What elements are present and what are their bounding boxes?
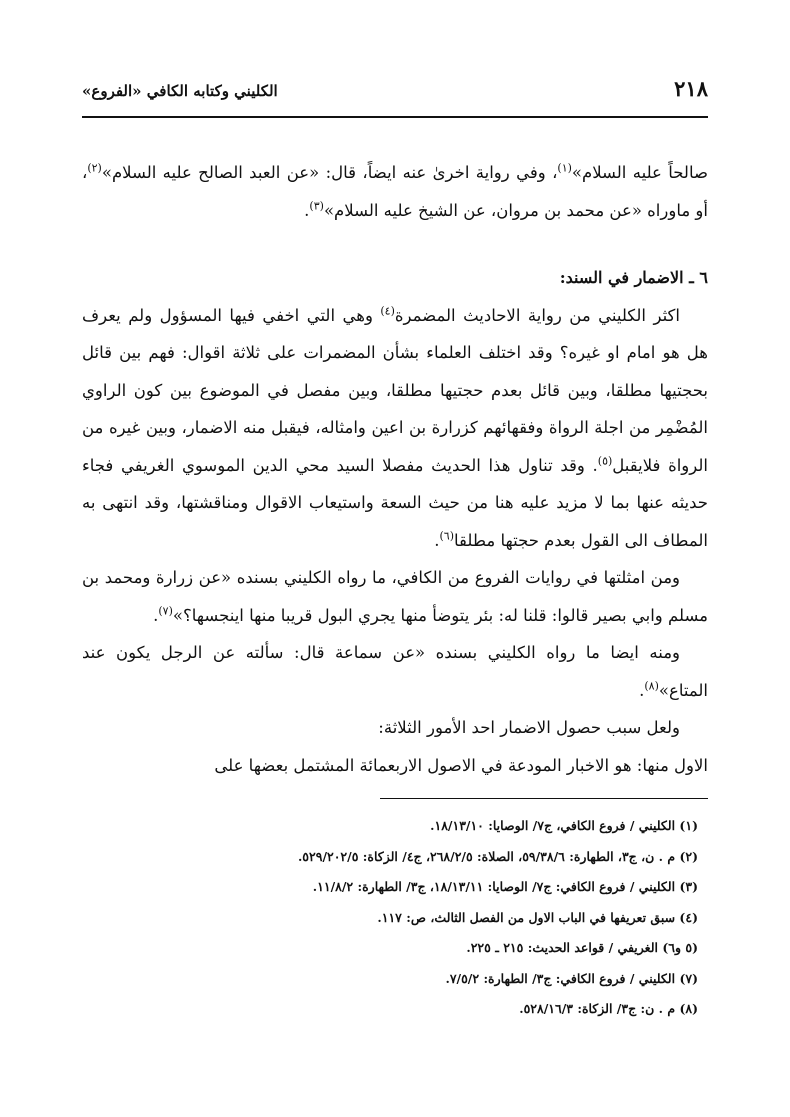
footnote-ref: (١) [557,161,572,175]
footnote-ref: (٣) [309,199,324,212]
footnote-ref: (٤) [380,304,395,317]
page-number: ٢١٨ [674,76,708,101]
paragraph-text: ومنه ايضا ما رواه الكليني بسنده «عن سماعة قال: سألته عن الرجل يكون عند المتاع» [82,643,708,700]
paragraph-example-1 [82,559,708,634]
paragraph-reasons: ولعل سبب حصول الاضمار احد الأمور الثلاثة: [378,718,680,737]
paragraph-text: . وقد تناول هذا الحديث مفصلا السيد محي الدين الموسوي الغريفي فجاء حديثه عنها بما لا مزيد عليه هنا من حيث السعة واستيعاب الاقوال ومناقشتها، وقد انتهى به المطاف الى القول بعدم حجتها مطلقا [82,455,708,550]
footnote-item: (٢) م . ن، ج٣، الطهارة: ٥٩/٣٨/٦، الصلاة: ٢٦٨/٢/٥، ج٤/ الزكاة: ٥٢٩/٢٠٢/٥. [297,848,698,864]
footnote-ref: (٢) [87,161,102,175]
paragraph-text: . [639,680,645,700]
page-body [82,154,708,784]
footnote-item: (٣) الكليني / فروع الكافي: ج٧/ الوصايا: ١٨/١٣/١١، ج٣/ الطهارة: ١١/٨/٢. [312,879,698,894]
intro-text-4: . [304,200,310,220]
footnote-ref: (٧) [158,604,173,617]
intro-text-3: ، أو ماوراه «عن محمد بن مروان، عن الشيخ عليه السلام» [82,163,708,220]
footnote-rule [380,798,708,799]
footnote-item: (٨) م . ن: ج٣/ الزكاة: ٥٢٨/١٦/٣. [519,1001,698,1016]
section-heading: ٦ ـ الاضمار في السند: [559,268,708,287]
footnote-item: (٥ و٦) الغريفي / قواعد الحديث: ٢١٥ ـ ٢٢٥. [466,940,698,955]
footnote-ref: (٦) [439,529,455,542]
paragraph-text: . [434,530,440,550]
book-page [82,76,708,1025]
paragraph-example-2 [82,634,708,709]
running-title: الكليني وكتابه الكافي «الفروع» [82,82,278,100]
footnote-ref: (٨) [644,679,659,692]
footnote-item: (٤) سبق تعريفها في الباب الاول من الفصل الثالث، ص: ١١٧. [377,909,698,925]
paragraph-text: ومن امثلتها في روايات الفروع من الكافي، ما رواه الكليني بسنده «عن زرارة ومحمد بن مسلم وابي بصير قالوا: قلنا له: بئر يتوضأ منها يجري البول قريبا منها اينجسها؟» [82,568,708,625]
paragraph-text: وهي التي اخفي فيها المسؤول ولم يعرف هل هو امام او غيره؟ وقد اختلف العلماء بشأن المضمرات على ثلاثة اقوال: فهم بين قائل بحجتيها مطلقا، وبين قائل بعدم حجتيها مطلقا، وبين مفصل في الموضوع بين كون الراوي المُضْمِر من اجلة الرواة وفقهائهم كزرارة بن اعين وامثاله، فيقبل منه الاضمار، وبين غيره من الرواة فلايقبل [82,305,708,475]
intro-text-2: ، وفي رواية اخرىٰ عنه ايضاً، قال: «عن العبد الصالح عليه السلام» [101,163,558,182]
footnotes [82,811,708,1025]
footnote-item: (١) الكليني / فروع الكافي، ج٧/ الوصايا: ١٨/١٣/١٠. [430,818,698,833]
paragraph-first-reason: الاول منها: هو الاخبار المودعة في الاصول الاربعمائة المشتمل بعضها على [214,755,708,775]
intro-paragraph [82,154,708,229]
paragraph-gap [82,229,708,259]
footnote-ref: (٥) [597,454,613,467]
header-rule [82,116,708,118]
running-header [82,76,708,116]
intro-text-1: صالحاً عليه السلام» [571,163,708,182]
footnote-item: (٧) الكليني / فروع الكافي: ج٣/ الطهارة: ٧/٥/٢. [445,970,698,986]
paragraph-text: . [153,605,159,625]
paragraph-mudmar [82,297,708,560]
paragraph-text: اكثر الكليني من رواية الاحاديث المضمرة [394,305,680,325]
